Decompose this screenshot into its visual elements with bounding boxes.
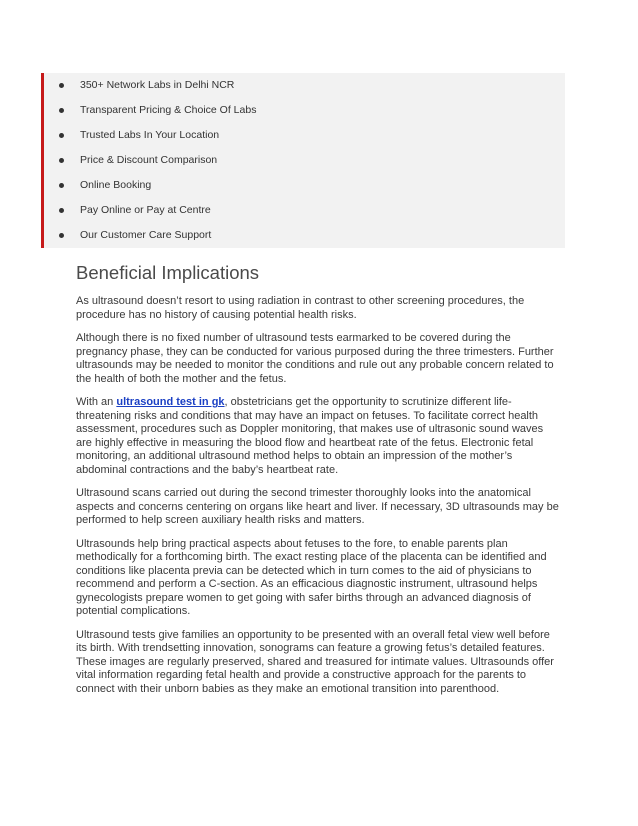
bullet-icon: [59, 108, 64, 113]
paragraph-risk-assessment: [76, 396, 560, 477]
features-box: [41, 73, 565, 248]
bullet-icon: [59, 233, 64, 238]
paragraph-birth-planning: Ultrasounds help bring practical aspects about fetuses to the fore, to enable parents plan methodically for a forthcoming birth. The exact resting place of the placenta can be identified and conditions like placenta previa can be detected which in turn comes to the aid of physicians to recommend and perform a C-section. As an efficacious diagnostic instrument, ultrasound helps gynecologists prepare women to get going with safer births through an advanced diagnosis of potential complications.: [76, 537, 547, 617]
features-list: [44, 73, 565, 248]
feature-item-network-labs: [44, 73, 565, 98]
paragraph-radiation: As ultrasound doesn’t resort to using radiation in contrast to other screening procedures, the procedure has no history of causing potential health risks.: [76, 295, 525, 321]
feature-label: Online Booking: [80, 179, 152, 191]
bullet-icon: [59, 183, 64, 188]
feature-item-transparent-pricing: [44, 98, 565, 123]
feature-label: Pay Online or Pay at Centre: [80, 204, 211, 216]
paragraph-second-trimester: Ultrasound scans carried out during the second trimester thoroughly looks into the anatomical aspects and concerns centering on organs like heart and liver. If necessary, 3D ultrasounds may be performed to help screen auxiliary health risks and matters.: [76, 487, 559, 526]
article-section: [76, 262, 560, 706]
feature-label: Trusted Labs In Your Location: [80, 129, 220, 141]
paragraph-text-after-link: , obstetricians get the opportunity to scrutinize different life-threatening risks and conditions that may have an impact on fetuses. To facilitate correct health assessment, procedures such as Doppler monitoring, that makes use of ultrasonic sound waves are highly effective in measuring the blood flow and heartbeat rate of the fetus. Electronic fetal monitoring, an additional ultrasound method helps to obtain an impression of the mother’s abdominal contractions and the baby’s heartbeat rate.: [76, 396, 544, 476]
paragraph-test-count: Although there is no fixed number of ultrasound tests earmarked to be covered during the pregnancy phase, they can be conducted for various purposed during the three trimesters. Further ultrasounds may be needed to monitor the conditions and rule out any probable concern related to the health of both the mother and the fetus.: [76, 332, 554, 385]
bullet-icon: [59, 158, 64, 163]
feature-label: Our Customer Care Support: [80, 229, 212, 241]
feature-item-customer-care: [44, 223, 565, 248]
feature-item-trusted-labs: [44, 123, 565, 148]
paragraph-text-before-link: With an: [76, 396, 117, 408]
feature-item-payment: [44, 198, 565, 223]
bullet-icon: [59, 133, 64, 138]
feature-label: Transparent Pricing & Choice Of Labs: [80, 104, 257, 116]
bullet-icon: [59, 208, 64, 213]
paragraph-fetal-view: Ultrasound tests give families an opportunity to be presented with an overall fetal view well before its birth. With trendsetting innovation, sonograms can feature a growing fetus’s detailed features. These images are regularly preserved, shared and treasured for intimate values. Ultrasounds offer vital information regarding fetal health and provide a constructive approach for the parents to connect with their unborn babies as they make an emotional transition into parenthood.: [76, 628, 554, 695]
feature-label: Price & Discount Comparison: [80, 154, 218, 166]
ultrasound-test-link[interactable]: ultrasound test in gk: [116, 396, 225, 408]
section-heading: Beneficial Implications: [76, 262, 260, 283]
feature-item-online-booking: [44, 173, 565, 198]
bullet-icon: [59, 83, 64, 88]
feature-label: 350+ Network Labs in Delhi NCR: [80, 79, 235, 91]
feature-item-price-comparison: [44, 148, 565, 173]
